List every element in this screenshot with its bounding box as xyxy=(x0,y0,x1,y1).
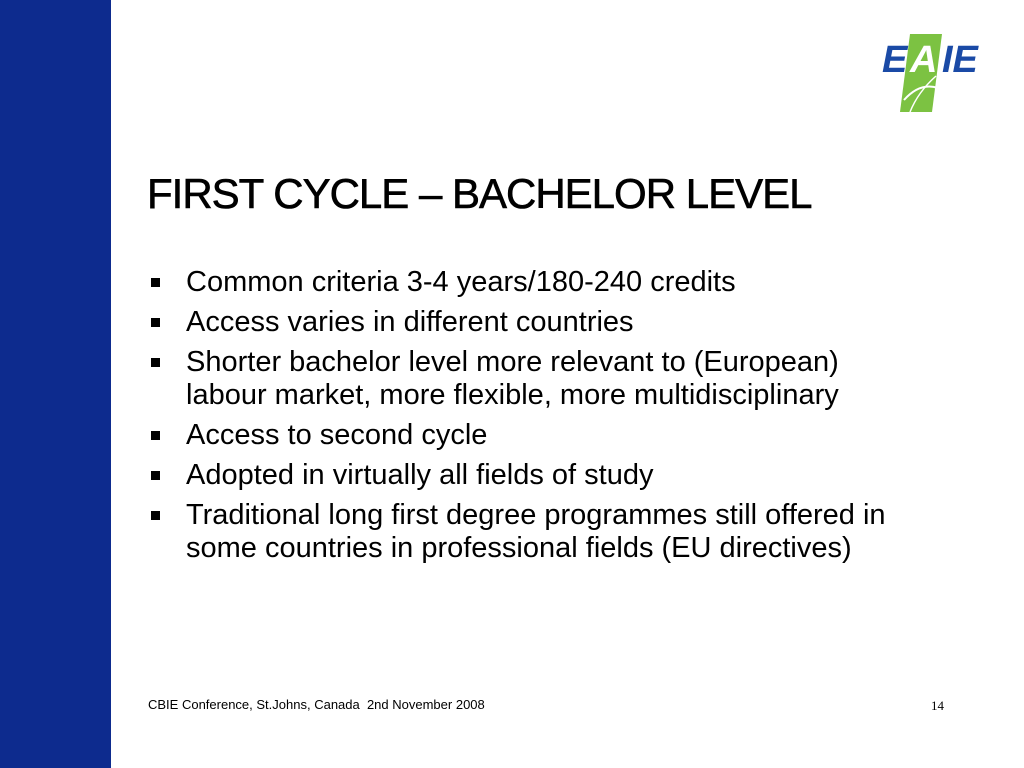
bullet-item xyxy=(147,419,907,452)
bullet-item xyxy=(147,306,907,339)
bullet-text: Common criteria 3-4 years/180-240 credits xyxy=(186,266,736,298)
footer-text: CBIE Conference, St.Johns, Canada 2nd November 2008 xyxy=(148,697,485,712)
left-sidebar-band xyxy=(0,0,111,768)
square-bullet-icon xyxy=(151,511,160,520)
bullet-item xyxy=(147,459,907,492)
bullet-list xyxy=(147,266,907,572)
svg-text:E: E xyxy=(882,39,908,81)
bullet-text: Adopted in virtually all fields of study xyxy=(186,459,654,491)
square-bullet-icon xyxy=(151,431,160,440)
bullet-item xyxy=(147,346,907,412)
eaie-logo-graphic xyxy=(880,30,990,116)
bullet-text: Traditional long first degree programmes still offered in some countries in professional fields (EU directives) xyxy=(186,499,886,564)
bullet-text: Shorter bachelor level more relevant to (European) labour market, more flexible, more multidisciplinary xyxy=(186,346,839,411)
square-bullet-icon xyxy=(151,471,160,480)
svg-text:IE: IE xyxy=(942,39,978,81)
bullet-item xyxy=(147,499,907,565)
page-number: 14 xyxy=(931,698,944,713)
eaie-logo xyxy=(880,30,990,116)
square-bullet-icon xyxy=(151,318,160,327)
square-bullet-icon xyxy=(151,278,160,287)
svg-text:A: A xyxy=(910,39,938,81)
bullet-text: Access to second cycle xyxy=(186,419,488,451)
square-bullet-icon xyxy=(151,358,160,367)
bullet-text: Access varies in different countries xyxy=(186,306,634,338)
bullet-item xyxy=(147,266,907,299)
slide-title: FIRST CYCLE – BACHELOR LEVEL xyxy=(147,170,812,217)
